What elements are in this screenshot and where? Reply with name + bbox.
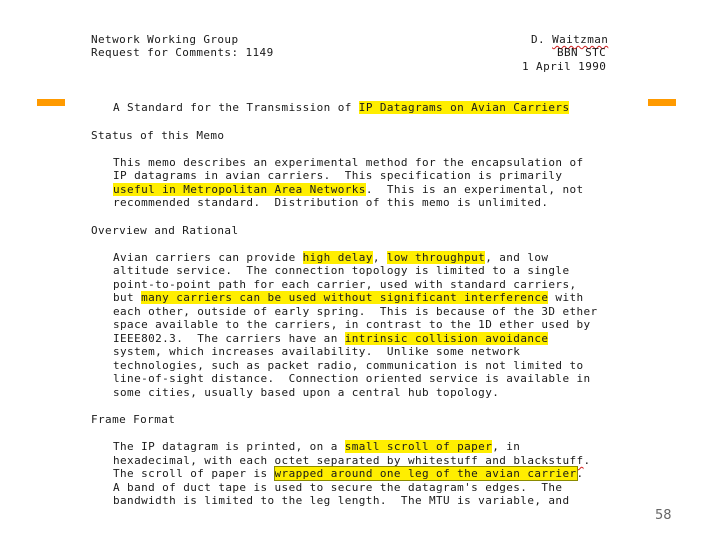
status-line-3-rest: . This is an experimental, not — [365, 183, 584, 196]
title-text: A Standard for the Transmission of — [113, 101, 359, 114]
frame-line-2-c: . — [583, 454, 591, 467]
highlight-high-delay: high delay — [302, 251, 373, 264]
frame-line-2 — [113, 454, 591, 468]
frame-line-1-a: The IP datagram is printed, on a — [113, 440, 345, 453]
overview-line-5: each other, outside of early spring. This is because of the 3D ether — [113, 305, 598, 318]
frame-line-1 — [113, 440, 520, 454]
spellcheck-whitestuff: whitestuff — [407, 454, 479, 467]
title-highlight: IP Datagrams on Avian Carriers — [358, 101, 570, 114]
slide-number: 58 — [655, 508, 672, 523]
overview-line-4-b: with — [548, 291, 584, 304]
frame-heading: Frame Format — [91, 413, 176, 426]
highlight-many-carriers: many carriers can be used without significant interference — [141, 291, 549, 304]
status-line-2: IP datagrams in avian carriers. This specification is primarily — [113, 169, 563, 182]
frame-line-5: bandwidth is limited to the leg length. The MTU is variable, and — [113, 494, 570, 507]
overview-line-11: some cities, usually based upon a central hub topology. — [113, 386, 500, 399]
header-author — [531, 33, 608, 47]
frame-line-2-b: and — [478, 454, 514, 467]
overview-line-8: system, which increases availability. Unlike some network — [113, 345, 521, 358]
overview-line-7 — [113, 332, 548, 346]
overview-line-7-a: IEEE802.3. The carriers have an — [113, 332, 345, 345]
overview-line-2: altitude service. The connection topology is limited to a single — [113, 264, 570, 277]
highlight-wrapped-leg: wrapped around one leg of the avian carrier — [274, 467, 577, 480]
frame-line-2-a: hexadecimal, with each octet separated by — [113, 454, 408, 467]
overview-line-1-a: Avian carriers can provide — [113, 251, 303, 264]
document-title — [113, 101, 569, 115]
header-org: Network Working Group — [91, 33, 239, 46]
highlight-low-throughput: low throughput — [386, 251, 486, 264]
status-line-3 — [113, 183, 584, 197]
frame-line-4: A band of duct tape is used to secure the datagram's edges. The — [113, 481, 563, 494]
highlight-collision-avoidance: intrinsic collision avoidance — [344, 332, 549, 345]
right-accent-bar — [648, 99, 676, 106]
author-initial: D. — [531, 33, 553, 46]
status-highlight: useful in Metropolitan Area Networks — [113, 183, 366, 196]
spellcheck-blackstuff: blackstuff — [513, 454, 584, 467]
frame-line-3-b: . — [576, 467, 584, 480]
overview-line-1-b: , — [372, 251, 387, 264]
author-name-misspelled: Waitzman — [552, 33, 609, 46]
status-heading: Status of this Memo — [91, 129, 225, 142]
frame-line-1-b: , in — [492, 440, 521, 453]
header-date: 1 April 1990 — [522, 60, 607, 73]
overview-line-10: line-of-sight distance. Connection oriented service is available in — [113, 372, 591, 385]
overview-line-6: space available to the carriers, in contrast to the 1D ether used by — [113, 318, 591, 331]
overview-line-3: point-to-point path for each carrier, used with standard carriers, — [113, 278, 577, 291]
overview-line-4-a: but — [113, 291, 142, 304]
overview-line-1-c: , and low — [485, 251, 549, 264]
highlight-scroll-of-paper: small scroll of paper — [344, 440, 493, 453]
frame-line-3 — [113, 467, 584, 481]
overview-line-4 — [113, 291, 584, 305]
overview-line-9: technologies, such as packet radio, communication is not limited to — [113, 359, 584, 372]
header-rfc-number: Request for Comments: 1149 — [91, 46, 274, 59]
overview-heading: Overview and Rational — [91, 224, 239, 237]
status-line-4: recommended standard. Distribution of this memo is unlimited. — [113, 196, 549, 209]
left-accent-bar — [37, 99, 65, 106]
header-affiliation: BBN STC — [557, 46, 607, 59]
frame-line-3-a: The scroll of paper is — [113, 467, 275, 480]
status-line-1: This memo describes an experimental method for the encapsulation of — [113, 156, 584, 169]
overview-line-1 — [113, 251, 548, 265]
